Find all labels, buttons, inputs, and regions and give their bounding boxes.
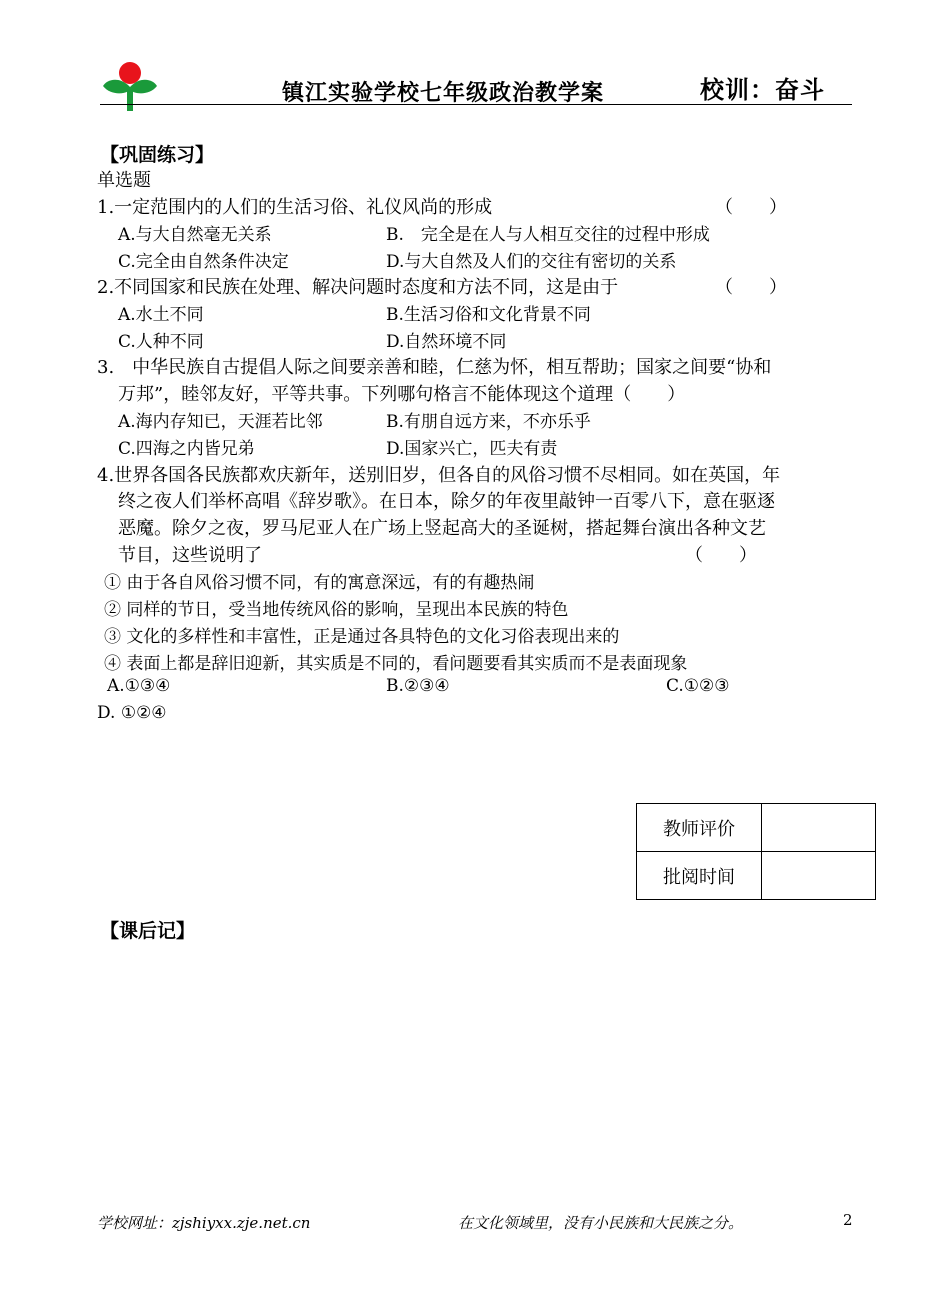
q2-option-d: D.自然环境不同 [386, 332, 507, 352]
footer-website: 学校网址：zjshiyxx.zje.net.cn [97, 1214, 311, 1232]
q4-statement-2: ② 同样的节日，受当地传统风俗的影响，呈现出本民族的特色 [104, 600, 569, 620]
section-heading-after-class: 【课后记】 [100, 920, 196, 942]
q4-statement-4: ④ 表面上都是辞旧迎新，其实质是不同的，看问题要看其实质而不是表面现象 [104, 654, 688, 674]
q3-option-c: C.四海之内皆兄弟 [118, 439, 255, 459]
review-time-field[interactable] [762, 852, 876, 900]
q1-stem: 1.一定范围内的人们的生活习俗、礼仪风尚的形成 [97, 197, 493, 218]
q4-stem-line-1: 4.世界各国各民族都欢庆新年，送别旧岁，但各自的风俗习惯不尽相同。如在英国，年 [97, 465, 781, 486]
section-heading-practice: 【巩固练习】 [100, 144, 215, 166]
q2-answer-bracket: （ ） [715, 277, 787, 298]
q4-statement-1: ① 由于各自风俗习惯不同，有的寓意深远，有的有趣热闹 [104, 573, 535, 593]
q4-option-d: D. ①②④ [97, 703, 167, 723]
q4-statement-3: ③ 文化的多样性和丰富性，正是通过各具特色的文化习俗表现出来的 [104, 627, 620, 647]
teacher-evaluation-label: 教师评价 [637, 804, 762, 852]
q4-stem-line-3: 恶魔。除夕之夜，罗马尼亚人在广场上竖起高大的圣诞树，搭起舞台演出各种文艺 [118, 518, 766, 539]
header-divider [100, 104, 852, 105]
q3-option-b: B.有朋自远方来，不亦乐乎 [386, 412, 591, 432]
q4-stem-line-4: 节目，这些说明了 [118, 545, 262, 566]
q3-stem-line-1: 3. 中华民族自古提倡人际之间要亲善和睦，仁慈为怀，相互帮助；国家之间要“协和 [97, 357, 772, 378]
q2-stem: 2.不同国家和民族在处理、解决问题时态度和方法不同，这是由于 [97, 277, 619, 298]
review-time-label: 批阅时间 [637, 852, 762, 900]
header-title: 镇江实验学校七年级政治教学案 [282, 80, 605, 106]
q1-option-d: D.与大自然及人们的交往有密切的关系 [386, 252, 677, 272]
q2-option-c: C.人种不同 [118, 332, 204, 352]
q3-stem-line-2: 万邦”，睦邻友好，平等共事。下列哪句格言不能体现这个道理（ ） [118, 384, 686, 405]
q4-option-a: A.①③④ [107, 676, 171, 696]
q4-stem-line-2: 终之夜人们举杯高唱《辞岁歌》。在日本，除夕的年夜里敲钟一百零八下，意在驱逐 [118, 491, 775, 512]
question-type-label: 单选题 [97, 170, 151, 191]
q1-answer-bracket: （ ） [715, 197, 787, 218]
teacher-evaluation-field[interactable] [762, 804, 876, 852]
q1-option-c: C.完全由自然条件决定 [118, 252, 289, 272]
q2-option-b: B.生活习俗和文化背景不同 [386, 305, 591, 325]
teacher-evaluation-table [636, 803, 876, 900]
table-row [637, 804, 876, 852]
q4-option-c: C.①②③ [666, 676, 730, 696]
header-motto: 校训：奋斗 [700, 75, 825, 104]
table-row [637, 852, 876, 900]
q1-option-a: A.与大自然毫无关系 [118, 225, 272, 245]
q3-option-a: A.海内存知已，天涯若比邻 [118, 412, 323, 432]
q4-answer-bracket: （ ） [685, 545, 757, 566]
q4-option-b: B.②③④ [386, 676, 450, 696]
q2-option-a: A.水土不同 [118, 305, 204, 325]
q3-option-d: D.国家兴亡，匹夫有责 [386, 439, 558, 459]
footer-quote: 在文化领域里，没有小民族和大民族之分。 [458, 1214, 744, 1232]
page-number: 2 [843, 1211, 853, 1229]
q1-option-b: B. 完全是在人与人相互交往的过程中形成 [386, 225, 710, 245]
